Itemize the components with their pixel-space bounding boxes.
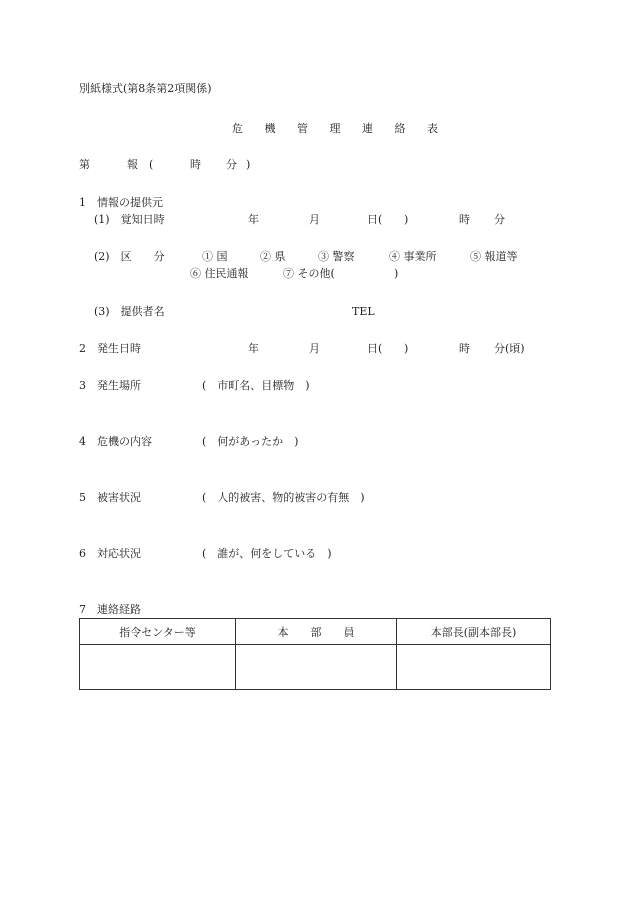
awareness-paren-close: ) <box>404 213 409 226</box>
section6-hint: ( 誰が、何をしている ) <box>202 547 332 560</box>
section4-hint: ( 何があったか ) <box>202 435 299 448</box>
category-option-2: ② 県 <box>260 250 286 263</box>
occurrence-minute: 分(頃) <box>494 342 525 355</box>
category-option-7-close: ) <box>394 267 399 280</box>
occurrence-day: 日( <box>367 342 383 355</box>
section1-heading: 1 情報の提供元 <box>79 196 163 209</box>
report-paren-close: ) <box>246 158 251 171</box>
table-header-hq-chief: 本部長(副本部長) <box>397 619 551 645</box>
awareness-day: 日( <box>367 213 383 226</box>
report-paren-open: ( <box>149 158 154 171</box>
category-option-3: ③ 警察 <box>318 250 355 263</box>
contact-route-table <box>79 618 551 690</box>
section5-label: 5 被害状況 <box>79 491 141 504</box>
table-cell-dispatch-center[interactable] <box>80 645 236 690</box>
awareness-year: 年 <box>248 213 259 226</box>
table-header-dispatch-center: 指令センター等 <box>80 619 236 645</box>
section3-label: 3 発生場所 <box>79 379 141 392</box>
table-cell-hq-chief[interactable] <box>397 645 551 690</box>
section7-label: 7 連絡経路 <box>79 603 141 616</box>
section4-label: 4 危機の内容 <box>79 435 152 448</box>
table-row <box>80 645 551 690</box>
report-ho: 報 <box>127 158 138 171</box>
category-option-5: ⑤ 報道等 <box>470 250 518 263</box>
category-option-4: ④ 事業所 <box>389 250 437 263</box>
occurrence-month: 月 <box>309 342 320 355</box>
provider-tel: TEL <box>352 305 375 318</box>
provider-label: (3) 提供者名 <box>94 305 165 318</box>
awareness-hour: 時 <box>459 213 470 226</box>
form-reference: 別紙様式(第8条第2項関係) <box>79 82 212 95</box>
occurrence-paren-close: ) <box>404 342 409 355</box>
awareness-label: (1) 覚知日時 <box>94 213 165 226</box>
table-cell-hq-members[interactable] <box>236 645 397 690</box>
section6-label: 6 対応状況 <box>79 547 141 560</box>
category-label: (2) 区 分 <box>94 250 165 263</box>
table-header-row <box>80 619 551 645</box>
page-title: 危 機 管 理 連 絡 表 <box>232 122 447 135</box>
report-ji: 時 <box>190 158 201 171</box>
category-option-6: ⑥ 住民通報 <box>190 267 249 280</box>
table-header-hq-members: 本 部 員 <box>236 619 397 645</box>
awareness-minute: 分 <box>494 213 505 226</box>
occurrence-hour: 時 <box>459 342 470 355</box>
section3-hint: ( 市町名、目標物 ) <box>202 379 310 392</box>
section5-hint: ( 人的被害、物的被害の有無 ) <box>202 491 365 504</box>
report-fun: 分 <box>226 158 237 171</box>
section2-label: 2 発生日時 <box>79 342 141 355</box>
report-dai: 第 <box>79 158 90 171</box>
awareness-month: 月 <box>309 213 320 226</box>
category-option-1: ① 国 <box>202 250 228 263</box>
category-option-7: ⑦ その他( <box>283 267 335 280</box>
occurrence-year: 年 <box>248 342 259 355</box>
